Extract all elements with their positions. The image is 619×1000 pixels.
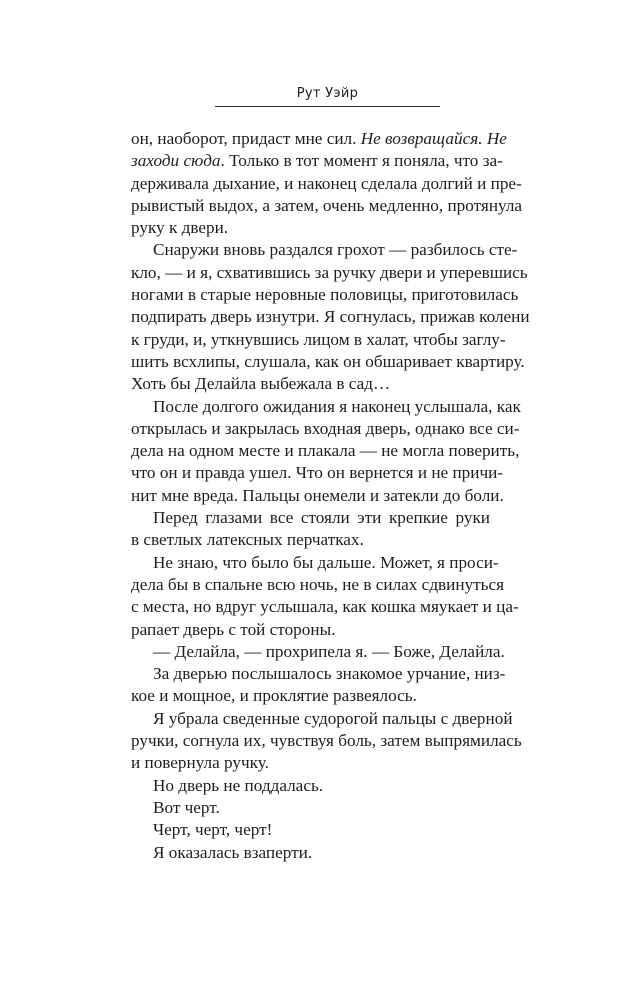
text-line: [131, 507, 490, 529]
text-segment: кло, — и я, схватившись за ручку двери и уперевшись: [131, 262, 528, 282]
body-text: [131, 128, 530, 864]
text-line: [131, 842, 490, 864]
text-line: [131, 173, 522, 195]
text-line: [131, 619, 490, 641]
text-line: [131, 418, 520, 440]
italic-text: Не возвращайся. Не: [360, 129, 507, 148]
text-line: [131, 574, 505, 596]
text-segment: дела на одном месте и плакала — не могла поверить,: [131, 441, 520, 461]
text-line: [131, 663, 506, 685]
text-line: [131, 485, 504, 507]
text-line: [131, 440, 520, 462]
italic-text: заходи сюда: [131, 151, 221, 171]
text-segment: кое и мощное, и проклятие развеялось.: [131, 686, 417, 706]
text-line: [131, 351, 525, 373]
text-line: [131, 641, 505, 663]
text-segment: ручки, согнула их, чувствуя боль, затем выпрямилась: [131, 731, 522, 751]
text-line: [131, 284, 519, 306]
text-segment: что он и правда ушел. Что он вернется и не причи-: [131, 463, 504, 483]
text-segment: к груди, и, уткнувшись лицом в халат, чтобы заглу-: [131, 329, 506, 349]
running-header: Рут Уэйр: [296, 86, 359, 101]
text-line: [131, 752, 490, 774]
text-line: [131, 685, 490, 707]
text-line: [131, 128, 507, 150]
text-segment: с места, но вдруг услышала, как кошка мяукает и ца-: [131, 597, 519, 617]
text-segment: в светлых латексных перчатках.: [131, 530, 364, 550]
text-segment: и повернула ручку.: [131, 753, 269, 773]
text-line: [131, 329, 506, 351]
text-line: [131, 262, 528, 284]
text-line: [131, 708, 513, 730]
text-segment: шить всхлипы, слушала, как он обшаривает квартиру.: [131, 351, 525, 371]
text-line: [131, 150, 503, 172]
text-line: [131, 217, 490, 239]
header-rule: [215, 106, 440, 107]
text-line: [131, 195, 523, 217]
text-segment: дела бы в спальне всю ночь, не в силах сдвинуться: [131, 574, 505, 594]
text-segment: руку к двери.: [131, 218, 229, 238]
text-line: [131, 730, 522, 752]
text-line: [131, 373, 490, 395]
text-segment: открылась и закрылась входная дверь, однако все си-: [131, 418, 520, 438]
text-segment: Снаружи вновь раздался грохот — разбилось сте-: [153, 240, 518, 260]
text-line: [131, 775, 490, 797]
text-line: [131, 306, 530, 328]
text-segment: После долгого ожидания я наконец услышала, как: [153, 396, 521, 416]
text-segment: Но дверь не поддалась.: [153, 775, 324, 795]
text-line: [131, 239, 518, 261]
text-segment: рапает дверь с той стороны.: [131, 619, 336, 639]
text-segment: рывистый выдох, а затем, очень медленно, протянула: [131, 195, 523, 215]
text-line: [131, 797, 490, 819]
text-segment: — Делайла, — прохрипела я. — Боже, Делайла.: [153, 641, 505, 661]
text-segment: Хоть бы Делайла выбежала в сад…: [131, 374, 391, 394]
text-line: [131, 396, 521, 418]
text-segment: Перед глазами все стояли эти крепкие руки: [153, 508, 490, 528]
text-segment: Черт, черт, черт!: [153, 820, 273, 840]
text-segment: Не знаю, что было бы дальше. Может, я проси-: [153, 552, 499, 572]
text-segment: . Только в тот момент я поняла, что за-: [220, 151, 503, 171]
text-line: [131, 596, 519, 618]
text-segment: Я оказалась взаперти.: [153, 842, 313, 862]
text-segment: ногами в старые неровные половицы, приготовилась: [131, 285, 519, 305]
text-line: [131, 529, 490, 551]
text-line: [131, 462, 504, 484]
text-segment: Я убрала сведенные судорогой пальцы с дверной: [153, 708, 513, 728]
text-segment: подпирать дверь изнутри. Я согнулась, прижав колени: [131, 307, 530, 327]
text-segment: Вот черт.: [153, 797, 220, 817]
text-line: [131, 819, 490, 841]
text-line: [131, 552, 499, 574]
text-segment: держивала дыхание, и наконец сделала долгий и пре-: [131, 173, 522, 193]
text-segment: он, наоборот, придаст мне сил.: [131, 129, 361, 148]
text-segment: За дверью послышалось знакомое урчание, низ-: [153, 664, 506, 684]
text-segment: нит мне вреда. Пальцы онемели и затекли до боли.: [131, 485, 504, 505]
